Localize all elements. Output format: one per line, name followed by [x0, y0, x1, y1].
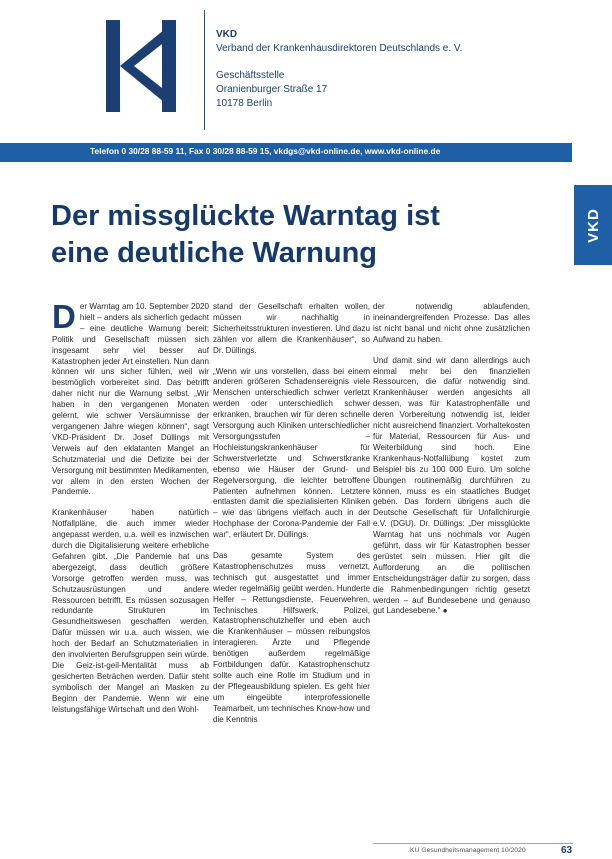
article-title	[51, 198, 561, 272]
org-name: Verband der Krankenhausdirektoren Deutschlands e. V.	[216, 43, 463, 54]
article-title-line-2: eine deutliche Warnung	[51, 237, 378, 269]
paragraph: der notwendig ablaufenden, ineinandergreifenden Prozesse. Das alles ist nicht banal und nicht ohne zusätzlichen Aufwand zu haben.	[373, 302, 530, 344]
page-number: 63	[561, 845, 573, 856]
org-abbreviation: VKD	[216, 29, 238, 40]
article-column-3	[373, 302, 530, 627]
header-divider	[204, 10, 205, 130]
article-title-line-1: Der missglückte Warntag ist	[51, 200, 440, 232]
paragraph: stand der Gesellschaft erhalten wollen, müssen wir nachhaltig in Sicherheitsstrukturen investieren. Und dazu zählen vor allem die Krankenhäuser“, so Dr. Düllings.	[213, 302, 370, 355]
drop-cap: D	[52, 298, 76, 335]
paragraph: Krankenhäuser haben natürlich Notfallpläne, die auch immer wieder angepasst werden, u.a. weil es inzwischen durch die Digitalisierung weitere erhebliche Gefahren gibt. „Die Pandemie hat uns abergezeigt, dass deutlich größere Vorsorge getroffen werden muss, was Schutzausrüstungen und andere Ressourcen betrifft. Es müssen sozusagen redundante Strukturen im Gesundheitswesen geschaffen werden. Dafür müssen wir u.a. auch wissen, wie hoch der Bedarf an Schutzmaterialien in den involvierten Berufsgruppen sein würde. Die Geiz-ist-geil-Mentalität muss ab gesicherten Beträchen werden. Dafür steht symbolisch der Mangel an Masken zu Beginn der Pandemie. Wenn wir eine leistungsfähige Wirtschaft und den Wohl-	[52, 508, 209, 714]
paragraph: Und damit sind wir dann allerdings auch einmal mehr bei den finanziellen Ressourcen, die dafür notwendig sind. Krankenhäuser werden angesichts all dessen, was für Katastrophenfälle und deren Vorbereitung notwendig ist, leider nicht ausreichend finanziert. Vorhaltekosten für Material, Ressourcen für Aus- und Weiterbildung sind hoch. Eine Krankenhaus-Notfallübung kostet zum Beispiel bis zu 100 000 Euro. Um solche Übungen routinemäßig durchführen zu können, muss es ein staatliches Budget geben. Das fordern übrigens auch die Deutsche Gesellschaft für Unfallchirurgie e.V. (DGU). Dr. Düllings: „Der missglückte Warntag hat uns nochmals vor Augen geführt, dass wir für Katastrophen besser gerüstet sein müssen. Hier gilt die Aufforderung an die politischen Entscheidungsträger dafür zu sorgen, dass die Rahmenbedingungen richtig gesetzt werden – auf Bundesebene und genauso gut Landesebene.“ ●	[373, 355, 530, 616]
paragraph	[52, 298, 209, 498]
paragraph-text: er Warntag am 10. September 2020 hielt – anders als sicherlich gedacht – eine deutliche Warnung bereit: Politik und Gesellschaft müssen sich insgesamt sehr viel besser auf Katastrophen jeder Art einstellen. Nun dann können wir uns sicher fühlen, weil wir bestmöglich vorbereitet sind. Das betrifft daher nicht nur die Warnung selbst. „Wir haben in den vergangenen Monaten gelernt, wie schwer Versäumnisse der vergangenen Jahre wiegen können“, sagt VKD-Präsident Dr. Josef Düllings mit Verweis auf den eklatanten Mangel an Schutzmaterial und die Defizite bei der Versorgung mit bestimmten Medikamenten, vor allem in den ersten Wochen der Pandemie.	[52, 302, 209, 497]
paragraph: „Wenn wir uns vorstellen, dass bei einem anderen größeren Schadensereignis viele Menschen unterschiedlich schwer verletzt werden oder unterschiedlich schwer erkranken, brauchen wir für deren schnelle Versorgung auch Kliniken unterschiedlicher Versorgungsstufen – Hochleistungskrankenhäuser für Schwerstverletzte und Schwerstkranke ebenso wie Häuser der Grund- und Regelversorgung, die leichter betroffene Patienten aufnehmen können. Letztere entlasten damit die spezialisierten Kliniken – wie das übrigens vielfach auch in der Hochphase der Corona-Pandemie der Fall war“, erläutert Dr. Düllings.	[213, 366, 370, 540]
vkd-logo	[86, 10, 198, 122]
section-tab-label: VKD	[584, 207, 602, 243]
article-column-2	[213, 302, 370, 736]
org-spacer	[216, 56, 462, 69]
office-street: Oranienburger Straße 17	[216, 84, 328, 95]
office-label: Geschäftsstelle	[216, 70, 285, 81]
office-city: 10178 Berlin	[216, 98, 273, 109]
footer-rule	[373, 843, 573, 844]
paragraph: Das gesamte System des Katastrophenschutzes muss vernetzt, technisch gut ausgestattet und immer wieder regelmäßig geübt werden. Hunderte Helfer – Rettungsdienste, Feuerwehren, Technisches Hilfswerk, Polizei, Katastrophenschutzhelfer und eben auch die Krankenhäuser – müssen reibungslos interagieren. Ärzte und Pflegende benötigen außerdem regelmäßige Fortbildungen dafür. Katastrophenschutz sollte auch eine Rolle im Studium und in der Pflegeausbildung spielen. Es geht hier um eingeübte interprofessionelle Teamarbeit, um technisches Know-how und die Kenntnis	[213, 551, 370, 724]
article-column-1	[52, 298, 209, 726]
organization-block	[216, 28, 462, 111]
contact-bar-text: Telefon 0 30/28 88-59 11, Fax 0 30/28 88-59 15, vkdgs@vkd-online.de, www.vkd-online.de	[90, 146, 441, 156]
footer-source: KU Gesundheitsmanagement 10/2020	[410, 847, 526, 854]
page-header	[0, 0, 612, 140]
section-tab	[574, 185, 612, 265]
